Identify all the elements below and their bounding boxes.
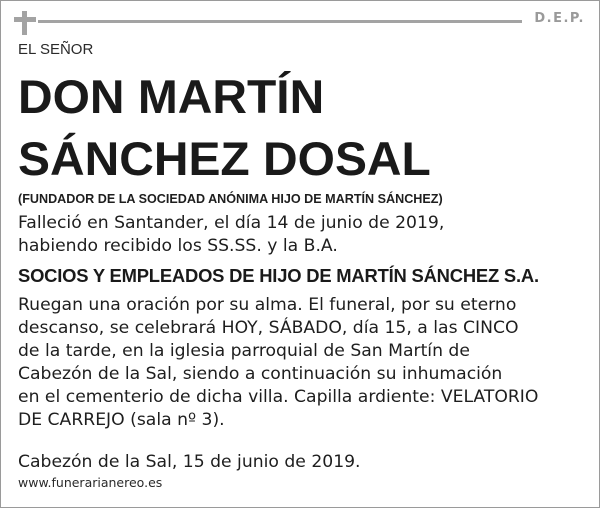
title-prefix: EL SEÑOR <box>18 41 94 58</box>
service-line: de la tarde, en la iglesia parroquial de San Martín de <box>18 341 470 361</box>
service-line: DE CARREJO (sala nº 3). <box>18 410 225 430</box>
death-line: habiendo recibido los SS.SS. y la B.A. <box>18 236 338 256</box>
death-line: Falleció en Santander, el día 14 de junio de 2019, <box>18 213 445 233</box>
service-line: descanso, se celebrará HOY, SÁBADO, día 15, a las CINCO <box>18 318 519 338</box>
founder-note: (FUNDADOR DE LA SOCIEDAD ANÓNIMA HIJO DE MARTÍN SÁNCHEZ) <box>18 192 443 206</box>
service-paragraph <box>18 294 538 432</box>
death-paragraph <box>18 212 444 258</box>
service-line: Ruegan una oración por su alma. El funeral, por su eterno <box>18 295 517 315</box>
website-link[interactable]: www.funerarianereo.es <box>18 475 163 490</box>
header-rule <box>38 20 522 23</box>
deceased-name-line-1: DON MARTÍN <box>18 70 325 123</box>
service-line: Cabezón de la Sal, siendo a continuación su inhumación <box>18 364 503 384</box>
mourners-heading: SOCIOS Y EMPLEADOS DE HIJO DE MARTÍN SÁNCHEZ S.A. <box>18 265 539 286</box>
dep-label: D.E.P. <box>534 11 585 26</box>
place-date: Cabezón de la Sal, 15 de junio de 2019. <box>18 452 361 472</box>
cross-icon <box>14 11 36 35</box>
deceased-name-line-2: SÁNCHEZ DOSAL <box>18 132 431 185</box>
header-bar <box>14 11 585 33</box>
service-line: en el cementerio de dicha villa. Capilla ardiente: VELATORIO <box>18 387 539 407</box>
